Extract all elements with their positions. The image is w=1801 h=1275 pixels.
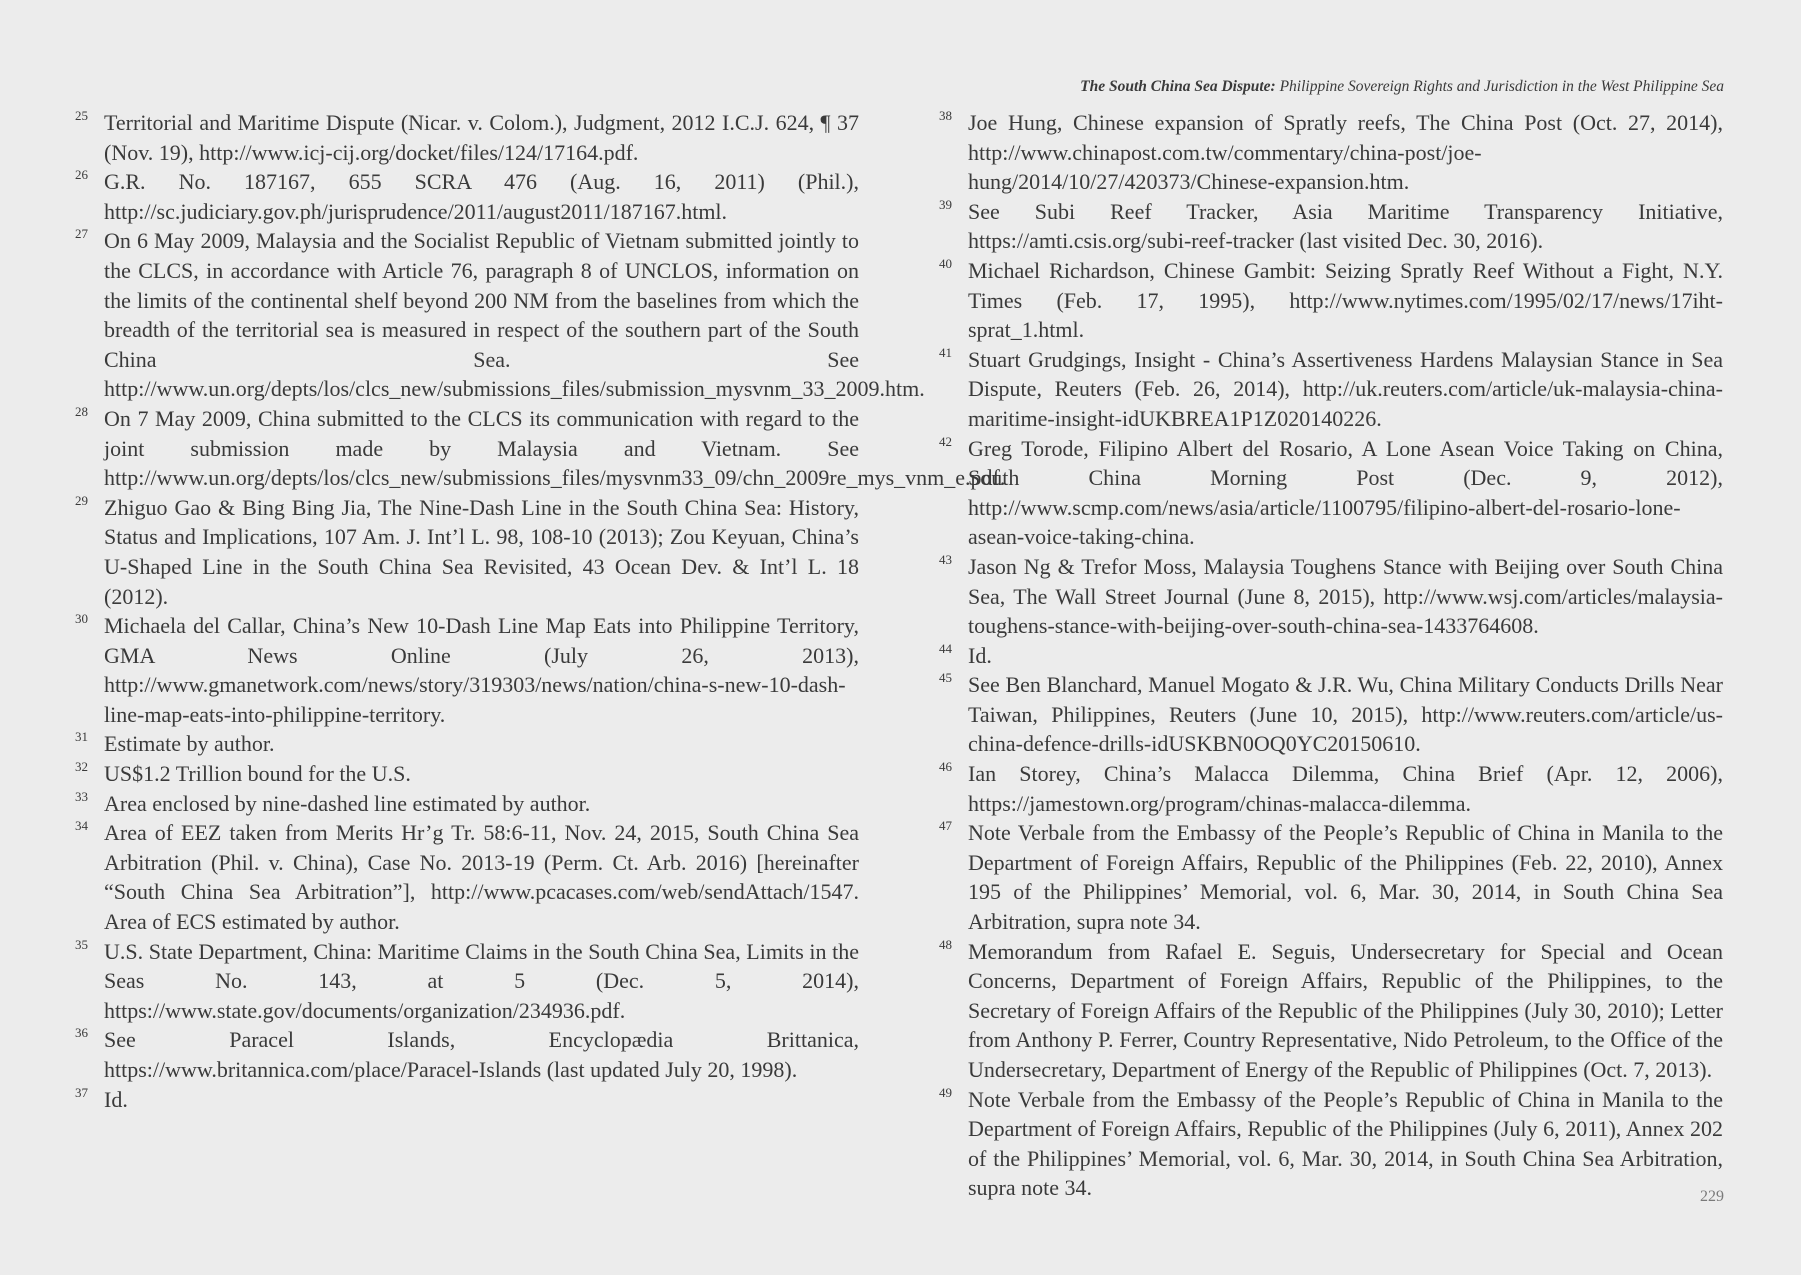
footnote-text: Area enclosed by nine-dashed line estimated by author. — [104, 790, 591, 816]
footnote-number: 40 — [939, 255, 952, 271]
footnote-number: 44 — [939, 640, 952, 656]
footnote-text: Michaela del Callar, China’s New 10-Dash Line Map Eats into Philippine Territory, GMA News Online (July 26, 2013), http://www.gmanetwork.com/news/story/319303/news/nation/china-s-new-10-dash-line-map-eats-into-philippine-territory. — [104, 613, 859, 727]
footnote-30 — [72, 611, 859, 729]
footnote-47 — [936, 818, 1723, 936]
footnote-text: Zhiguo Gao & Bing Bing Jia, The Nine-Dash Line in the South China Sea: History, Status and Implications, 107 Am. J. Int’l L. 98, 108-10 (2013); Zou Keyuan, China’s U-Shaped Line in the South China Sea Revisited, 43 Ocean Dev. & Int’l L. 18 (2012). — [104, 494, 859, 609]
footnote-35 — [72, 937, 859, 1026]
footnote-44 — [936, 641, 1723, 671]
footnote-number: 38 — [939, 108, 952, 123]
footnote-number: 49 — [939, 1084, 952, 1100]
footnote-text: G.R. No. 187167, 655 SCRA 476 (Aug. 16, 2011) (Phil.), http://sc.judiciary.gov.ph/jurisprudence/2011/august2011/187167.html. — [104, 169, 859, 224]
footnote-37 — [72, 1085, 859, 1115]
footnote-36 — [72, 1025, 859, 1084]
footnote-text: Territorial and Maritime Dispute (Nicar. v. Colom.), Judgment, 2012 I.C.J. 624, ¶ 37 (Nov. 19), http://www.icj-cij.org/docket/files/124/17164.pdf. — [104, 110, 859, 165]
footnote-49 — [936, 1085, 1723, 1203]
footnote-42 — [936, 434, 1723, 552]
footnote-text: U.S. State Department, China: Maritime Claims in the South China Sea, Limits in the Seas No. 143, at 5 (Dec. 5, 2014), https://www.state.gov/documents/organization/234936.pdf. — [104, 938, 859, 1023]
footnote-number: 36 — [75, 1025, 88, 1041]
page-number: 229 — [1700, 1188, 1724, 1205]
footnote-number: 45 — [939, 670, 952, 686]
footnote-text: Jason Ng & Trefor Moss, Malaysia Toughens Stance with Beijing over South China Sea, The Wall Street Journal (June 8, 2015), http://www.wsj.com/articles/malaysia-toughens-stance-with-beijing-over-south-china-sea-1433764608. — [968, 553, 1723, 639]
footnote-number: 28 — [75, 403, 88, 419]
footnote-number: 39 — [939, 196, 952, 212]
footnote-number: 26 — [75, 167, 88, 183]
footnote-text: See Subi Reef Tracker, Asia Maritime Transparency Initiative, https://amti.csis.org/subi-reef-tracker (last visited Dec. 30, 2016). — [968, 198, 1723, 254]
footnote-27 — [72, 226, 925, 404]
footnote-text: Estimate by author. — [104, 731, 275, 757]
footnote-text: Stuart Grudgings, Insight - China’s Assertiveness Hardens Malaysian Stance in Sea Dispute, Reuters (Feb. 26, 2014), http://uk.reuters.com/article/uk-malaysia-china-maritime-insight-idUKBREA1P1Z020140226. — [968, 346, 1723, 431]
footnote-number: 41 — [939, 344, 952, 360]
footnote-48 — [936, 937, 1723, 1085]
footnote-34 — [72, 818, 859, 936]
running-head-subtitle: Philippine Sovereign Rights and Jurisdiction in the West Philippine Sea — [1275, 78, 1724, 95]
footnote-text: Joe Hung, Chinese expansion of Spratly reefs, The China Post (Oct. 27, 2014), http://www.chinapost.com.tw/commentary/china-post/joe-hung/2014/10/27/420373/Chinese-expansion.htm. — [968, 110, 1723, 195]
footnote-text: Note Verbale from the Embassy of the People’s Republic of China in Manila to the Department of Foreign Affairs, Republic of the Philippines (Feb. 22, 2010), Annex 195 of the Philippines’ Memorial, vol. 6, Mar. 30, 2014, in South China Sea Arbitration, supra note 34. — [968, 820, 1723, 935]
footnote-number: 27 — [75, 226, 88, 242]
footnote-number: 32 — [75, 759, 88, 775]
footnote-number: 48 — [939, 936, 952, 952]
footnote-number: 30 — [75, 611, 88, 627]
footnote-text: See Ben Blanchard, Manuel Mogato & J.R. Wu, China Military Conducts Drills Near Taiwan, Philippines, Reuters (June 10, 2015), http://www.reuters.com/article/us-china-defence-drills-idUSKBN0OQ0YC20150610. — [968, 672, 1723, 757]
footnote-text: Area of EEZ taken from Merits Hr’g Tr. 58:6-11, Nov. 24, 2015, South China Sea Arbitration (Phil. v. China), Case No. 2013-19 (Perm. Ct. Arb. 2016) [hereinafter “South China Sea Arbitration”], http://www.pcacases.com/web/sendAttach/1547. Area of ECS estimated by author. — [104, 820, 859, 935]
footnote-number: 31 — [75, 729, 88, 745]
footnote-number: 47 — [939, 818, 952, 834]
footnote-text: See Paracel Islands, Encyclopædia Brittanica, https://www.britannica.com/place/Paracel-Islands (last updated July 20, 1998). — [104, 1027, 859, 1082]
footnote-text: Ian Storey, China’s Malacca Dilemma, China Brief (Apr. 12, 2006), https://jamestown.org/program/chinas-malacca-dilemma. — [968, 761, 1723, 816]
running-head-title: The South China Sea Dispute: — [1080, 78, 1276, 95]
footnote-text: Id. — [104, 1086, 128, 1112]
footnote-text: US$1.2 Trillion bound for the U.S. — [104, 761, 411, 787]
footnote-number: 43 — [939, 551, 952, 567]
footnote-number: 34 — [75, 818, 88, 834]
footnote-45 — [936, 670, 1723, 759]
footnote-number: 35 — [75, 936, 88, 952]
footnote-text: Michael Richardson, Chinese Gambit: Seizing Spratly Reef Without a Fight, N.Y. Times (Feb. 17, 1995), http://www.nytimes.com/1995/02/17/news/17iht-sprat_1.html. — [968, 257, 1723, 343]
footnote-number: 42 — [939, 433, 952, 449]
footnote-text: Greg Torode, Filipino Albert del Rosario, A Lone Asean Voice Taking on China, South China Morning Post (Dec. 9, 2012), http://www.scmp.com/news/asia/article/1100795/filipino-albert-del-rosario-lone-asean-voice-taking-china. — [968, 435, 1723, 550]
footnotes-right-column — [936, 108, 1723, 1203]
footnote-number: 25 — [75, 108, 88, 123]
footnote-number: 33 — [75, 788, 88, 804]
footnote-text: Id. — [968, 642, 992, 668]
footnote-46 — [936, 759, 1723, 818]
footnote-38 — [936, 108, 1723, 197]
footnote-32 — [72, 759, 859, 789]
footnote-number: 29 — [75, 492, 88, 508]
footnote-43 — [936, 552, 1723, 641]
footnote-40 — [936, 256, 1723, 345]
footnote-number: 46 — [939, 759, 952, 775]
footnote-text: On 6 May 2009, Malaysia and the Socialist Republic of Vietnam submitted jointly to the CLCS, in accordance with Article 76, paragraph 8 of UNCLOS, information on the limits of the continental shelf beyond 200 NM from the baselines from which the breadth of the territorial sea is measured in respect of the southern part of the South China Sea. See http://www.un.org/depts/los/clcs_new/submissions_files/submission_mysvnm_33_2009.htm. — [104, 228, 925, 402]
running-head — [1080, 78, 1724, 96]
footnote-text: On 7 May 2009, China submitted to the CLCS its communication with regard to the joint submission made by Malaysia and Vietnam. See http://www.un.org/depts/los/clcs_new/submissions_files/mysvnm33_09/chn_2009re_mys_vnm_e.pdf. — [104, 405, 1006, 491]
footnote-26 — [72, 167, 859, 226]
footnote-29 — [72, 493, 859, 611]
footnote-41 — [936, 345, 1723, 434]
footnote-number: 37 — [75, 1084, 88, 1100]
footnote-text: Note Verbale from the Embassy of the People’s Republic of China in Manila to the Department of Foreign Affairs, Republic of the Philippines (July 6, 2011), Annex 202 of the Philippines’ Memorial, vol. 6, Mar. 30, 2014, in South China Sea Arbitration, supra note 34. — [968, 1086, 1723, 1201]
footnote-25 — [72, 108, 859, 167]
footnote-31 — [72, 729, 859, 759]
footnote-33 — [72, 789, 859, 819]
footnote-39 — [936, 197, 1723, 256]
footnote-text: Memorandum from Rafael E. Seguis, Undersecretary for Special and Ocean Concerns, Department of Foreign Affairs, Republic of the Philippines, to the Secretary of Foreign Affairs of the Republic of the Philippines (July 30, 2010); Letter from Anthony P. Ferrer, Country Representative, Nido Petroleum, to the Office of the Undersecretary, Department of Energy of the Republic of Philippines (Oct. 7, 2013). — [968, 938, 1723, 1082]
